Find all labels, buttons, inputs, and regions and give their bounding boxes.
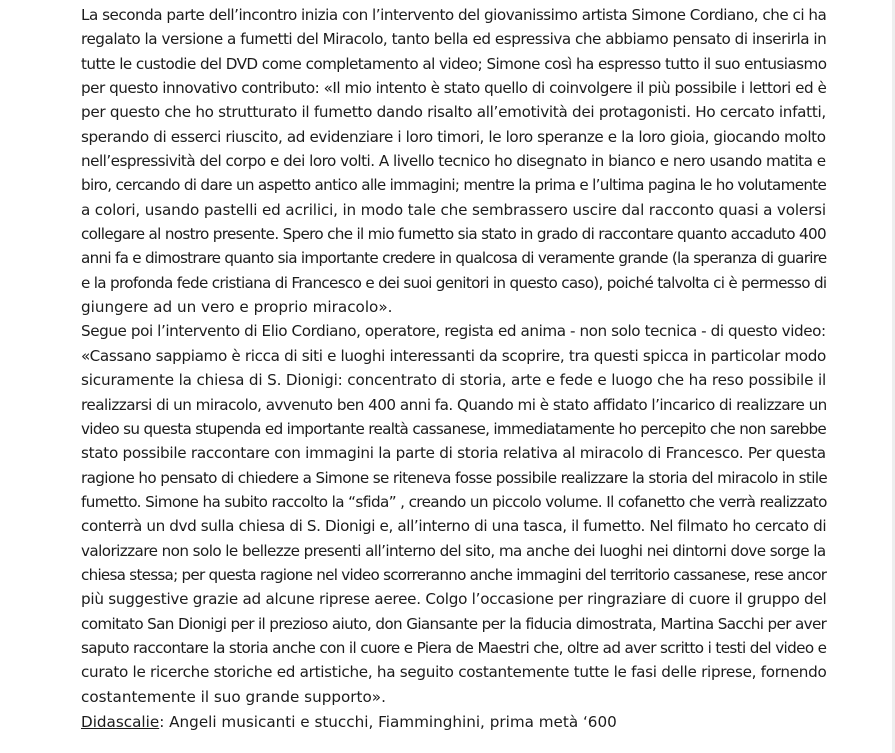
document-body	[81, 3, 826, 709]
text-line: anni fa e dimostrare quanto sia importante credere in qualcosa di veramente grande (la speranza di guarire	[81, 249, 827, 268]
text-line: regalato la versione a fumetti del Miracolo, tanto bella ed espressiva che abbiamo pensato di inserirla in	[81, 30, 827, 49]
text-line: valorizzare non solo le bellezze presenti all’interno del sito, ma anche dei luoghi nei dintorni dove sorge la	[81, 541, 826, 560]
caption-label: Didascalie	[81, 713, 160, 731]
text-line: sperando di esserci riuscito, ad evidenziare i loro timori, le loro speranze e la loro gioia, giocando molto	[81, 127, 826, 146]
text-line: collegare al nostro presente. Spero che il mio fumetto sia stato in grado di raccontare quanto accaduto 400	[81, 225, 826, 244]
text-line: «Cassano sappiamo è ricca di siti e luoghi interessanti da scoprire, tra questi spicca in particolar modo	[81, 346, 826, 365]
caption	[81, 710, 617, 734]
text-line: più suggestive grazie ad alcune riprese aeree. Colgo l’occasione per ringraziare di cuore il gruppo del	[81, 590, 827, 609]
text-line: comitato San Dionigi per il prezioso aiuto, don Giansante per la fiducia dimostrata, Martina Sacchi per aver	[81, 614, 827, 633]
text-line: nell’espressività del corpo e dei loro volti. A livello tecnico ho disegnato in bianco e nero usando matita e	[81, 152, 826, 171]
text-line: tutte le custodie del DVD come completamento al video; Simone così ha espresso tutto il suo entusiasmo	[81, 54, 827, 73]
text-line: sicuramente la chiesa di S. Dionigi: concentrato di storia, arte e fede e luogo che ha reso possibile il	[81, 371, 827, 390]
text-line: saputo raccontare la storia anche con il cuore e Piera de Maestri che, oltre ad aver scritto i testi del video e	[81, 638, 827, 657]
text-line: fumetto. Simone ha subito raccolto la “sfida” , creando un piccolo volume. Il cofanetto che verrà realizzato	[81, 492, 827, 511]
text-line: realizzarsi di un miracolo, avvenuto ben 400 anni fa. Quando mi è stato affidato l’incarico di realizzare un	[81, 395, 827, 414]
text-line: per questo che ho strutturato il fumetto dando risalto all’emotività dei protagonisti. Ho cercato infatti,	[81, 103, 826, 122]
text-line: costantemente il suo grande supporto».	[81, 687, 386, 706]
text-line: video su questa stupenda ed importante realtà cassanese, immediatamente ho percepito che non sarebbe	[81, 419, 827, 438]
text-line: e la profonda fede cristiana di Francesco e dei suoi genitori in questo caso), poiché talvolta ci è permesso di	[81, 273, 827, 292]
text-line: giungere ad un vero e proprio miracolo».	[81, 298, 393, 317]
text-line: conterrà un dvd sulla chiesa di S. Dionigi e, all’interno di una tasca, il fumetto. Nel filmato ho cercato di	[81, 517, 827, 536]
text-line: a colori, usando pastelli ed acrilici, in modo tale che sembrassero uscire dal racconto quasi a volersi	[81, 200, 826, 219]
caption-text: : Angeli musicanti e stucchi, Fiamminghini, prima metà ‘600	[159, 713, 617, 731]
text-line: curato le ricerche storiche ed artistiche, ha seguito costantemente tutte le fasi delle riprese, fornendo	[81, 663, 827, 682]
text-line: chiesa stessa; per questa ragione nel video scorreranno anche immagini del territorio cassanese, rese ancor	[81, 565, 827, 584]
text-line: Segue poi l’intervento di Elio Cordiano, operatore, regista ed anima - non solo tecnica - di questo video:	[81, 322, 826, 341]
paragraph-2	[81, 319, 826, 709]
text-line: ragione ho pensato di chiedere a Simone se riteneva fosse possibile realizzare la storia del miracolo in stile	[81, 468, 828, 487]
paragraph-1	[81, 3, 826, 319]
text-line: per questo innovativo contributo: «Il mio intento è stato quello di coinvolgere il più possibile i lettori ed è	[81, 79, 827, 98]
text-line: La seconda parte dell’incontro inizia con l’intervento del giovanissimo artista Simone Cordiano, che ci ha	[81, 6, 827, 24]
text-line: stato possibile raccontare con immagini la parte di storia relativa al miracolo di Francesco. Per questa	[81, 444, 826, 463]
text-line: biro, cercando di dare un aspetto antico alle immagini; mentre la prima e l’ultima pagina le ho volutamente	[81, 176, 827, 195]
